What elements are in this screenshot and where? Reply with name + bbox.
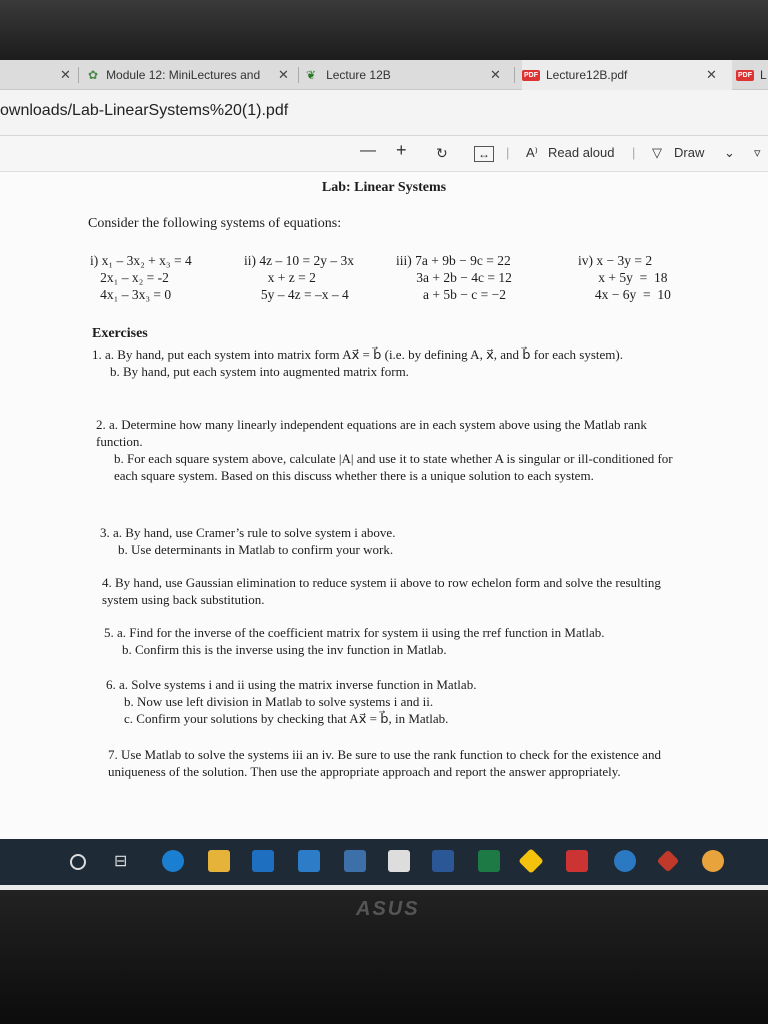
exercise-text: c. Confirm your solutions by checking that Ax⃗ = b⃗, in Matlab. xyxy=(124,711,449,726)
fit-page-icon[interactable]: ↔ xyxy=(474,146,494,162)
tab-lecture12b-pdf[interactable] xyxy=(522,60,732,90)
tab-close-prev[interactable]: ✕ xyxy=(60,67,71,82)
system-i: i) x₁ – 3x₂ + x₃ = 4 2x₁ – x₂ = -2 4x₁ – 3x₃ = 0 xyxy=(90,253,192,302)
exercise-text: 3. a. By hand, use Cramer’s rule to solve system i above. xyxy=(100,525,396,540)
divider: | xyxy=(632,145,636,160)
tab-label: Module 12: MiniLectures and xyxy=(106,68,261,82)
exercise-text: b. Use determinants in Matlab to confirm your work. xyxy=(118,542,394,557)
tab-module12[interactable] xyxy=(88,60,288,90)
exercise-text: b. By hand, put each system into augmented matrix form. xyxy=(110,364,409,379)
taskbar xyxy=(0,839,768,885)
intro-text: Consider the following systems of equations: xyxy=(88,216,342,231)
url-text: ownloads/Lab-LinearSystems%20(1).pdf xyxy=(0,102,289,119)
tab-label: Lecture 12B xyxy=(326,68,391,82)
system-iii: iii) 7a + 9b − 9c = 22 3a + 2b − 4c = 12 a + 5b − c = −2 xyxy=(396,253,512,302)
google-drive-icon[interactable] xyxy=(518,848,543,873)
tab-label: L xyxy=(760,68,767,82)
task-view-icon[interactable]: ⊟ xyxy=(114,853,128,870)
chrome-icon[interactable] xyxy=(702,850,724,872)
highlight-icon[interactable]: ▿ xyxy=(754,145,761,160)
pdf-icon: PDF xyxy=(524,71,538,79)
close-icon[interactable]: ✕ xyxy=(278,67,289,82)
exercise-text: 4. By hand, use Gaussian elimination to reduce system ii above to row echelon form and solve the resulting system using back substitution. xyxy=(102,575,661,607)
zoom-in-button[interactable]: + xyxy=(396,140,407,160)
chevron-down-icon[interactable]: ⌄ xyxy=(724,145,735,160)
exercise-text: b. Now use left division in Matlab to solve systems i and ii. xyxy=(124,694,434,709)
draw-button[interactable]: Draw xyxy=(674,145,705,160)
store-icon[interactable] xyxy=(344,850,366,872)
calendar-icon[interactable] xyxy=(298,850,320,872)
exercise-text: 6. a. Solve systems i and ii using the matrix inverse function in Matlab. xyxy=(106,677,477,692)
exercise-5 xyxy=(104,624,694,658)
pdf-toolbar xyxy=(0,136,768,172)
pdf-reader-icon[interactable] xyxy=(566,850,588,872)
exercise-text: 7. Use Matlab to solve the systems iii an iv. Be sure to use the rank function to check for the existence and uniqueness of the solution. Then use the appropriate approach and report the answer appropriately. xyxy=(108,747,661,779)
pdf-page xyxy=(0,172,768,840)
edge-icon[interactable] xyxy=(162,850,184,872)
tab-label: Lecture12B.pdf xyxy=(546,68,628,82)
browser-window xyxy=(0,60,768,890)
exercise-2 xyxy=(96,416,686,484)
exercises-heading: Exercises xyxy=(92,326,148,341)
close-icon[interactable]: ✕ xyxy=(490,67,501,82)
matlab-icon[interactable] xyxy=(657,850,680,873)
tab-lecture12b[interactable] xyxy=(306,60,506,90)
tab-bar xyxy=(0,60,768,90)
exercise-1 xyxy=(92,346,682,380)
pandora-icon[interactable] xyxy=(614,850,636,872)
draw-icon: ▽ xyxy=(652,145,662,160)
excel-icon[interactable] xyxy=(478,850,500,872)
exercise-text: 1. a. By hand, put each system into matrix form Ax⃗ = b⃗ (i.e. by defining A, x⃗, and b⃗ for each system). xyxy=(92,347,623,362)
read-aloud-icon: A⁾ xyxy=(526,145,538,160)
mail-icon[interactable] xyxy=(252,850,274,872)
system-ii: ii) 4z – 10 = 2y – 3x x + z = 2 5y – 4z = –x – 4 xyxy=(244,253,354,302)
exercise-7 xyxy=(108,746,698,780)
exercise-4 xyxy=(102,574,692,608)
leaf-icon: ❦ xyxy=(306,68,317,82)
search-icon[interactable] xyxy=(70,854,86,870)
exercise-3 xyxy=(100,524,690,558)
read-aloud-button[interactable]: Read aloud xyxy=(548,145,615,160)
page-title: Lab: Linear Systems xyxy=(321,180,447,195)
notepad-icon[interactable] xyxy=(388,850,410,872)
close-icon[interactable]: ✕ xyxy=(706,67,717,82)
zoom-out-button[interactable]: — xyxy=(360,142,376,159)
pdf-icon: PDF xyxy=(738,71,752,79)
monitor-bezel-bottom xyxy=(0,890,768,1024)
exercise-text: b. For each square system above, calculate |A| and use it to state whether A is singular or ill-conditioned for each square system. Based on this discuss whether there is a unique solution to each system. xyxy=(114,451,673,483)
asus-logo: ASUS xyxy=(356,898,420,920)
tab-overflow[interactable] xyxy=(736,60,768,90)
exercise-6 xyxy=(106,676,696,727)
exercise-text: 2. a. Determine how many linearly independent equations are in each system above using the Matlab rank function. xyxy=(96,417,647,449)
address-bar[interactable] xyxy=(0,90,768,136)
system-iv: iv) x − 3y = 2 x + 5y = 18 4x − 6y = 10 xyxy=(578,253,671,302)
gear-icon: ✿ xyxy=(88,68,99,82)
exercise-text: b. Confirm this is the inverse using the inv function in Matlab. xyxy=(122,642,447,657)
monitor-bezel-top xyxy=(0,0,768,60)
folder-icon[interactable] xyxy=(208,850,230,872)
word-icon[interactable] xyxy=(432,850,454,872)
exercise-text: 5. a. Find for the inverse of the coefficient matrix for system ii using the rref function in Matlab. xyxy=(104,625,605,640)
rotate-icon[interactable]: ↻ xyxy=(436,145,448,161)
divider: | xyxy=(506,145,510,160)
